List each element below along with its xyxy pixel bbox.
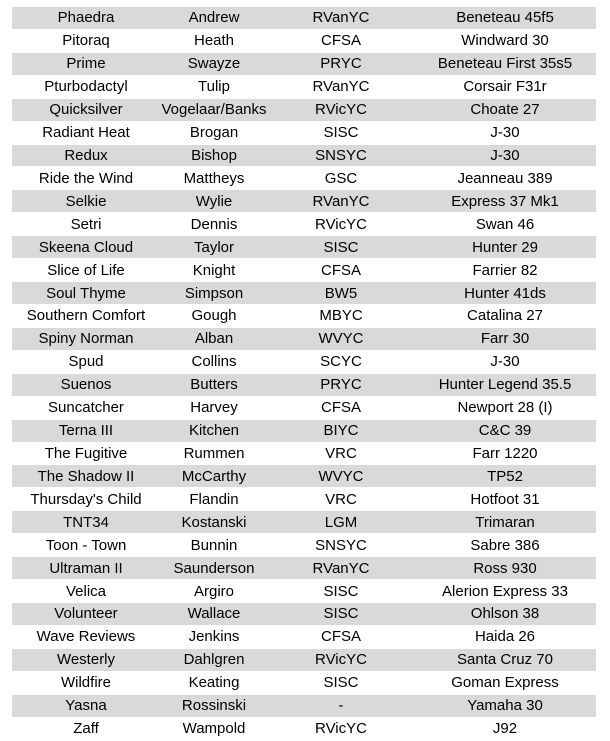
boat-name-cell: Slice of Life <box>12 259 160 282</box>
owner-cell: Brogan <box>160 121 268 144</box>
boat-name-cell: Suncatcher <box>12 396 160 419</box>
table-row <box>12 488 596 511</box>
table-row <box>12 282 596 305</box>
boat-name-cell: Wave Reviews <box>12 625 160 648</box>
owner-cell: Mattheys <box>160 167 268 190</box>
boat-name-cell: Volunteer <box>12 602 160 625</box>
club-cell: - <box>268 694 414 717</box>
table-row <box>12 52 596 75</box>
boat-name-cell: Wildfire <box>12 671 160 694</box>
club-cell: SNSYC <box>268 144 414 167</box>
boat-name-cell: Southern Comfort <box>12 304 160 327</box>
owner-cell: Taylor <box>160 236 268 259</box>
club-cell: RVanYC <box>268 7 414 29</box>
owner-cell: Wylie <box>160 190 268 213</box>
table-row <box>12 671 596 694</box>
owner-cell: Wallace <box>160 602 268 625</box>
owner-cell: Harvey <box>160 396 268 419</box>
boat-name-cell: Phaedra <box>12 7 160 29</box>
boat-name-cell: Pitoraq <box>12 29 160 52</box>
club-cell: PRYC <box>268 373 414 396</box>
owner-cell: Keating <box>160 671 268 694</box>
boat-type-cell: Hunter 29 <box>414 236 596 259</box>
club-cell: BIYC <box>268 419 414 442</box>
table-row <box>12 121 596 144</box>
boat-type-cell: J92 <box>414 717 596 740</box>
club-cell: VRC <box>268 442 414 465</box>
boat-type-cell: Farr 30 <box>414 327 596 350</box>
boat-name-cell: Zaff <box>12 717 160 740</box>
owner-cell: Dennis <box>160 213 268 236</box>
table-row <box>12 396 596 419</box>
boat-name-cell: Prime <box>12 52 160 75</box>
owner-cell: Wampold <box>160 717 268 740</box>
owner-cell: Flandin <box>160 488 268 511</box>
owner-cell: Dahlgren <box>160 648 268 671</box>
boat-name-cell: Spud <box>12 350 160 373</box>
boat-name-cell: Setri <box>12 213 160 236</box>
club-cell: RVicYC <box>268 213 414 236</box>
table-row <box>12 580 596 603</box>
table-row <box>12 167 596 190</box>
boat-name-cell: The Fugitive <box>12 442 160 465</box>
boat-name-cell: Radiant Heat <box>12 121 160 144</box>
boat-name-cell: Quicksilver <box>12 98 160 121</box>
owner-cell: Simpson <box>160 282 268 305</box>
boat-name-cell: TNT34 <box>12 511 160 534</box>
table-row <box>12 648 596 671</box>
table-row <box>12 327 596 350</box>
club-cell: CFSA <box>268 625 414 648</box>
boat-type-cell: Hunter 41ds <box>414 282 596 305</box>
boat-type-cell: Hunter Legend 35.5 <box>414 373 596 396</box>
boat-type-cell: Yamaha 30 <box>414 694 596 717</box>
entries-table <box>12 7 596 741</box>
boat-type-cell: C&C 39 <box>414 419 596 442</box>
club-cell: CFSA <box>268 396 414 419</box>
club-cell: BW5 <box>268 282 414 305</box>
boat-name-cell: Yasna <box>12 694 160 717</box>
boat-name-cell: Velica <box>12 580 160 603</box>
owner-cell: Rossinski <box>160 694 268 717</box>
table-row <box>12 534 596 557</box>
owner-cell: Saunderson <box>160 557 268 580</box>
boat-name-cell: Skeena Cloud <box>12 236 160 259</box>
boat-name-cell: Ultraman II <box>12 557 160 580</box>
table-row <box>12 259 596 282</box>
boat-name-cell: Soul Thyme <box>12 282 160 305</box>
boat-name-cell: Toon - Town <box>12 534 160 557</box>
owner-cell: Collins <box>160 350 268 373</box>
club-cell: CFSA <box>268 29 414 52</box>
table-body <box>12 7 596 740</box>
boat-type-cell: Newport 28 (I) <box>414 396 596 419</box>
boat-type-cell: Sabre 386 <box>414 534 596 557</box>
boat-type-cell: Windward 30 <box>414 29 596 52</box>
owner-cell: Heath <box>160 29 268 52</box>
table-row <box>12 602 596 625</box>
boat-name-cell: Ride the Wind <box>12 167 160 190</box>
boat-type-cell: J-30 <box>414 350 596 373</box>
club-cell: RVanYC <box>268 190 414 213</box>
owner-cell: McCarthy <box>160 465 268 488</box>
table-row <box>12 557 596 580</box>
boat-type-cell: Ohlson 38 <box>414 602 596 625</box>
boat-type-cell: Farrier 82 <box>414 259 596 282</box>
boat-type-cell: Choate 27 <box>414 98 596 121</box>
owner-cell: Kostanski <box>160 511 268 534</box>
owner-cell: Swayze <box>160 52 268 75</box>
boat-type-cell: Corsair F31r <box>414 75 596 98</box>
boat-name-cell: Terna III <box>12 419 160 442</box>
boat-type-cell: Hotfoot 31 <box>414 488 596 511</box>
boat-name-cell: Westerly <box>12 648 160 671</box>
boat-type-cell: J-30 <box>414 144 596 167</box>
table-row <box>12 29 596 52</box>
owner-cell: Jenkins <box>160 625 268 648</box>
boat-type-cell: J-30 <box>414 121 596 144</box>
boat-type-cell: Goman Express <box>414 671 596 694</box>
table-row <box>12 213 596 236</box>
club-cell: WVYC <box>268 327 414 350</box>
boat-type-cell: Beneteau First 35s5 <box>414 52 596 75</box>
table-row <box>12 625 596 648</box>
owner-cell: Alban <box>160 327 268 350</box>
club-cell: SISC <box>268 121 414 144</box>
boat-name-cell: Pturbodactyl <box>12 75 160 98</box>
table-row <box>12 465 596 488</box>
boat-name-cell: The Shadow II <box>12 465 160 488</box>
club-cell: MBYC <box>268 304 414 327</box>
club-cell: SCYC <box>268 350 414 373</box>
table-row <box>12 98 596 121</box>
entry-list-table <box>12 7 596 741</box>
table-row <box>12 304 596 327</box>
owner-cell: Argiro <box>160 580 268 603</box>
table-row <box>12 236 596 259</box>
table-row <box>12 442 596 465</box>
boat-type-cell: Haida 26 <box>414 625 596 648</box>
club-cell: SISC <box>268 580 414 603</box>
boat-name-cell: Thursday's Child <box>12 488 160 511</box>
club-cell: CFSA <box>268 259 414 282</box>
club-cell: RVicYC <box>268 98 414 121</box>
boat-type-cell: Jeanneau 389 <box>414 167 596 190</box>
boat-name-cell: Spiny Norman <box>12 327 160 350</box>
table-row <box>12 511 596 534</box>
boat-type-cell: Trimaran <box>414 511 596 534</box>
club-cell: WVYC <box>268 465 414 488</box>
table-row <box>12 350 596 373</box>
boat-name-cell: Redux <box>12 144 160 167</box>
owner-cell: Knight <box>160 259 268 282</box>
owner-cell: Bishop <box>160 144 268 167</box>
owner-cell: Andrew <box>160 7 268 29</box>
owner-cell: Vogelaar/Banks <box>160 98 268 121</box>
club-cell: PRYC <box>268 52 414 75</box>
table-row <box>12 419 596 442</box>
club-cell: SNSYC <box>268 534 414 557</box>
boat-type-cell: Ross 930 <box>414 557 596 580</box>
owner-cell: Butters <box>160 373 268 396</box>
club-cell: SISC <box>268 671 414 694</box>
table-row <box>12 190 596 213</box>
boat-type-cell: Santa Cruz 70 <box>414 648 596 671</box>
table-row <box>12 75 596 98</box>
table-row <box>12 694 596 717</box>
club-cell: RVicYC <box>268 717 414 740</box>
boat-type-cell: TP52 <box>414 465 596 488</box>
boat-type-cell: Catalina 27 <box>414 304 596 327</box>
club-cell: SISC <box>268 602 414 625</box>
club-cell: GSC <box>268 167 414 190</box>
club-cell: RVanYC <box>268 557 414 580</box>
club-cell: RVicYC <box>268 648 414 671</box>
table-row <box>12 373 596 396</box>
boat-type-cell: Express 37 Mk1 <box>414 190 596 213</box>
club-cell: LGM <box>268 511 414 534</box>
boat-type-cell: Farr 1220 <box>414 442 596 465</box>
club-cell: SISC <box>268 236 414 259</box>
owner-cell: Kitchen <box>160 419 268 442</box>
table-row <box>12 7 596 29</box>
boat-type-cell: Beneteau 45f5 <box>414 7 596 29</box>
boat-name-cell: Suenos <box>12 373 160 396</box>
owner-cell: Tulip <box>160 75 268 98</box>
table-row <box>12 144 596 167</box>
club-cell: VRC <box>268 488 414 511</box>
boat-type-cell: Alerion Express 33 <box>414 580 596 603</box>
boat-type-cell: Swan 46 <box>414 213 596 236</box>
boat-name-cell: Selkie <box>12 190 160 213</box>
owner-cell: Gough <box>160 304 268 327</box>
owner-cell: Bunnin <box>160 534 268 557</box>
owner-cell: Rummen <box>160 442 268 465</box>
club-cell: RVanYC <box>268 75 414 98</box>
